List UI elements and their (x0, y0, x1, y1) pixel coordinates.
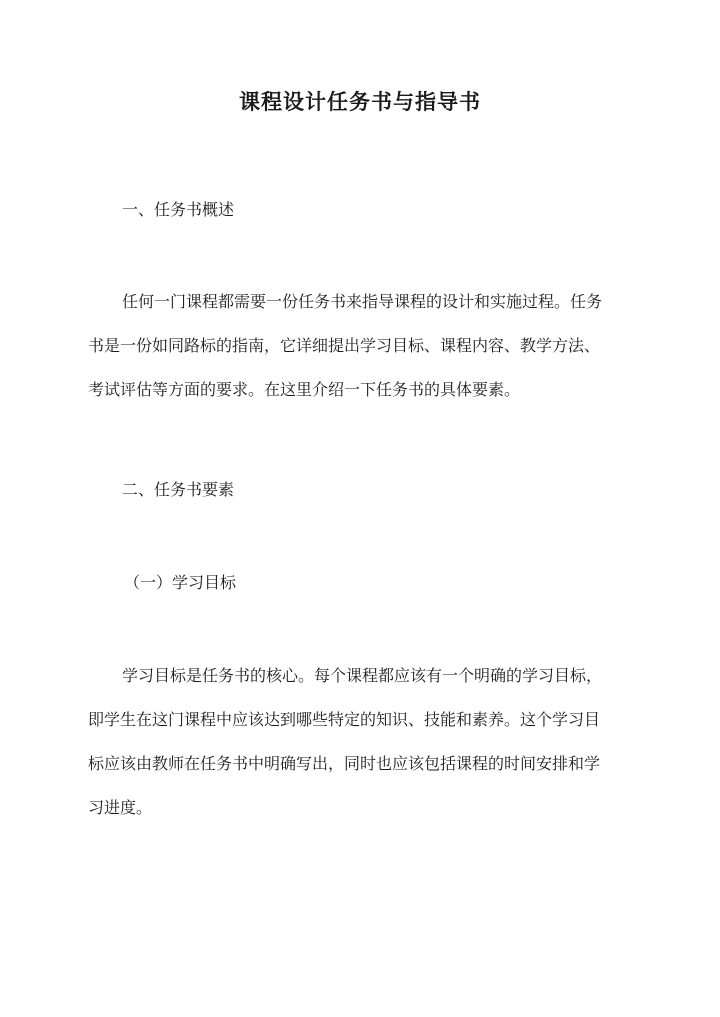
section-heading-overview: 一、任务书概述 (122, 200, 235, 219)
paragraph-line: 书是一份如同路标的指南，它详细提出学习目标、课程内容、教学方法、 (88, 336, 601, 355)
paragraph-line: 标应该由教师在任务书中明确写出，同时也应该包括课程的时间安排和学 (88, 754, 601, 773)
paragraph-line: 考试评估等方面的要求。在这里介绍一下任务书的具体要素。 (88, 380, 521, 399)
document-title: 课程设计任务书与指导书 (239, 89, 481, 114)
paragraph-learning-goals (88, 666, 648, 842)
paragraph-line: 习进度。 (88, 798, 153, 817)
paragraph-overview (88, 292, 648, 424)
subsection-heading-learning-goals: （一）学习目标 (124, 573, 237, 592)
paragraph-line: 任何一门课程都需要一份任务书来指导课程的设计和实施过程。任务 (122, 292, 603, 311)
section-heading-elements: 二、任务书要素 (122, 480, 235, 499)
paragraph-line: 学习目标是任务书的核心。每个课程都应该有一个明确的学习目标， (122, 666, 603, 685)
paragraph-line: 即学生在这门课程中应该达到哪些特定的知识、技能和素养。这个学习目 (88, 710, 601, 729)
